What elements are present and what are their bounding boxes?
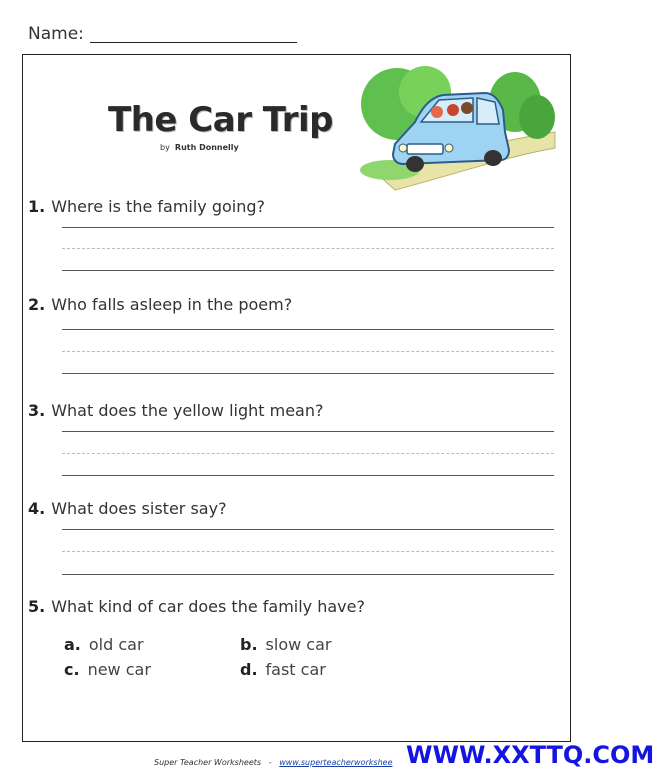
worksheet-title: The Car Trip [108, 100, 334, 140]
option-a[interactable] [64, 635, 144, 654]
answer-line-dashed [62, 351, 554, 352]
footer-brand: Super Teacher Worksheets [154, 758, 262, 767]
passenger-3 [461, 102, 473, 114]
option-letter: b. [240, 635, 258, 654]
passenger-2 [447, 104, 459, 116]
answer-line-solid[interactable] [62, 373, 554, 374]
car-illustration [355, 62, 555, 192]
question-number: 3. [28, 401, 46, 420]
question-text: Who falls asleep in the poem? [51, 295, 293, 314]
headlight-left [399, 144, 407, 152]
answer-line-solid[interactable] [62, 574, 554, 575]
option-b[interactable] [240, 635, 331, 654]
passenger-1 [431, 106, 443, 118]
answer-line-dashed [62, 551, 554, 552]
car-side-window [477, 98, 499, 124]
answer-line-solid[interactable] [62, 329, 554, 330]
answer-line-solid[interactable] [62, 227, 554, 228]
option-letter: a. [64, 635, 81, 654]
question-text: What does the yellow light mean? [51, 401, 324, 420]
question-1 [28, 197, 265, 216]
question-4 [28, 499, 227, 518]
byline [160, 143, 239, 152]
tree-right-2 [519, 95, 555, 139]
wheel-rear [484, 150, 502, 166]
watermark: WWW.XXTTQ.COM [406, 741, 654, 769]
footer [154, 758, 393, 767]
answer-line-solid[interactable] [62, 270, 554, 271]
option-text: fast car [265, 660, 326, 679]
answer-line-solid[interactable] [62, 529, 554, 530]
option-letter: d. [240, 660, 258, 679]
question-text: What does sister say? [51, 499, 227, 518]
name-line[interactable] [90, 42, 297, 43]
answer-line-solid[interactable] [62, 475, 554, 476]
option-letter: c. [64, 660, 80, 679]
wheel-front [406, 156, 424, 172]
option-d[interactable] [240, 660, 326, 679]
question-3 [28, 401, 323, 420]
question-number: 5. [28, 597, 46, 616]
option-text: old car [88, 635, 144, 654]
answer-line-dashed [62, 248, 554, 249]
car-grille [407, 144, 443, 154]
question-text: What kind of car does the family have? [51, 597, 365, 616]
answer-line-dashed [62, 453, 554, 454]
question-number: 1. [28, 197, 46, 216]
option-text: new car [87, 660, 151, 679]
headlight-right [445, 144, 453, 152]
question-number: 2. [28, 295, 46, 314]
question-5 [28, 597, 365, 616]
option-c[interactable] [64, 660, 151, 679]
name-label: Name: [28, 24, 84, 44]
footer-link[interactable]: www.superteacherworkshee [279, 758, 393, 767]
answer-line-solid[interactable] [62, 431, 554, 432]
byline-prefix: by [160, 143, 170, 152]
option-text: slow car [265, 635, 332, 654]
question-2 [28, 295, 292, 314]
question-number: 4. [28, 499, 46, 518]
question-text: Where is the family going? [51, 197, 266, 216]
footer-separator: - [268, 758, 272, 767]
author-name: Ruth Donnelly [174, 143, 239, 152]
